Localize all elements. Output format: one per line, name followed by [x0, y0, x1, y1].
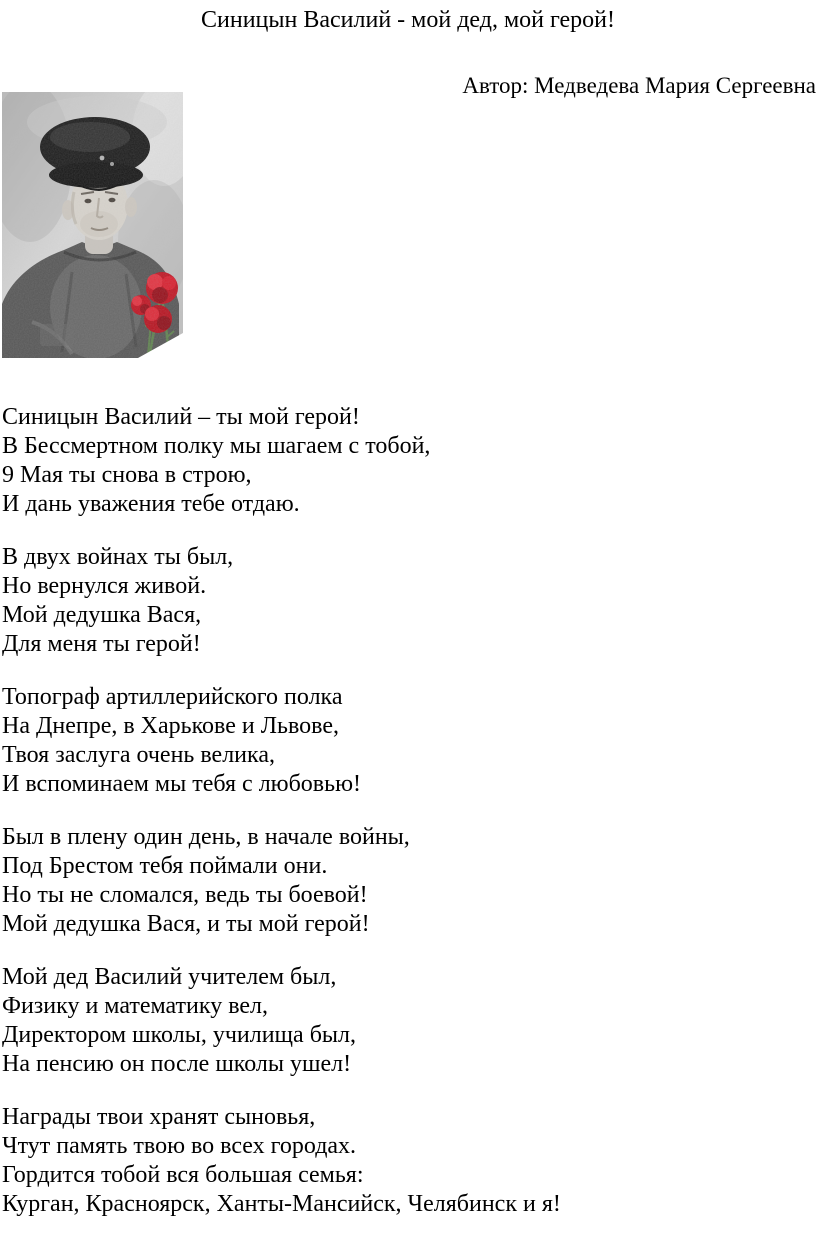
poem-stanza-2 [2, 543, 561, 659]
poem-stanza-3 [2, 683, 561, 799]
poem-line: Мой дедушка Вася, и ты мой герой! [2, 911, 370, 937]
poem-line: Но ты не сломался, ведь ты боевой! [2, 882, 368, 908]
poem-line: Твоя заслуга очень велика, [2, 742, 275, 768]
poem-line: Мой дедушка Вася, [2, 602, 202, 628]
poem-stanza-5 [2, 963, 561, 1079]
poem-line: На Днепре, в Харькове и Львове, [2, 713, 339, 739]
poem-line: Для меня ты герой! [2, 631, 201, 657]
poem-stanza-1 [2, 403, 561, 519]
portrait-photo-image [2, 92, 183, 358]
poem-line: Топограф артиллерийского полка [2, 684, 343, 710]
poem-line: На пенсию он после школы ушел! [2, 1051, 352, 1077]
document-title: Синицын Василий - мой дед, мой герой! [201, 7, 615, 33]
poem-line: И вспоминаем мы тебя с любовью! [2, 771, 362, 797]
poem-line: И дань уважения тебе отдаю. [2, 491, 300, 517]
poem-line: Под Брестом тебя поймали они. [2, 853, 328, 879]
author-line: Автор: Медведева Мария Сергеевна [462, 73, 816, 98]
poem-line: Награды твои хранят сыновья, [2, 1104, 316, 1130]
poem-stanza-6 [2, 1103, 561, 1219]
poem-line: Чтут память твою во всех городах. [2, 1133, 357, 1159]
portrait-photo [2, 92, 183, 358]
poem-line: Курган, Красноярск, Ханты-Мансийск, Челябинск и я! [2, 1191, 561, 1217]
poem-line: Директором школы, училища был, [2, 1022, 356, 1048]
poem-line: В двух войнах ты был, [2, 544, 234, 570]
poem-line: Синицын Василий – ты мой герой! [2, 404, 360, 430]
poem-line: Был в плену один день, в начале войны, [2, 824, 410, 850]
poem [2, 403, 561, 1243]
poem-line: Физику и математику вел, [2, 993, 269, 1019]
poem-line: В Бессмертном полку мы шагаем с тобой, [2, 433, 431, 459]
poem-stanza-4 [2, 823, 561, 939]
poem-line: 9 Мая ты снова в строю, [2, 462, 252, 488]
poem-line: Мой дед Василий учителем был, [2, 964, 337, 990]
poem-line: Гордится тобой вся большая семья: [2, 1162, 364, 1188]
poem-line: Но вернулся живой. [2, 573, 207, 599]
